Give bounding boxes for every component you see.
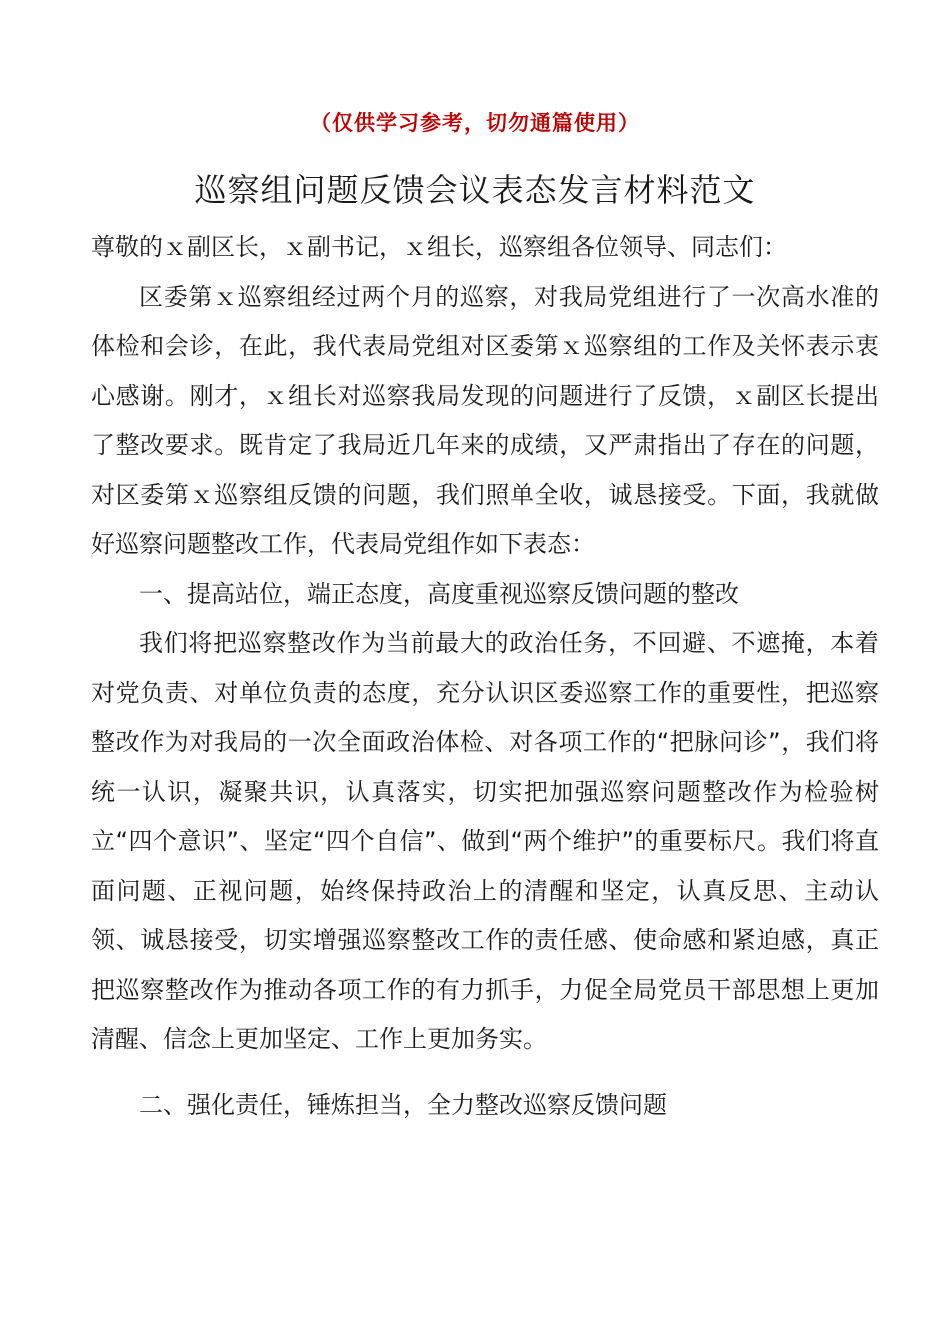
usage-notice: （仅供学习参考，切勿通篇使用）	[310, 111, 640, 135]
document-title: 巡察组问题反馈会议表态发言材料范文	[194, 171, 756, 209]
paragraph-2: 我们将把巡察整改作为当前最大的政治任务，不回避、不遮掩，本着对党负责、对单位负责的态度，充分认识区委巡察工作的重要性，把巡察整改作为对我局的一次全面政治体检、对各项工作的“把脉问诊”，我们将统一认识，凝聚共识，认真落实，切实把加强巡察问题整改作为检验树立“四个意识”、坚定“四个自信”、做到“两个维护”的重要标尺。我们将直面问题、正视问题，始终保持政治上的清醒和坚定，认真反思、主动认领、诚恳接受，切实增强巡察整改工作的责任感、使命感和紧迫感，真正把巡察整改作为推动各项工作的有力抓手，力促全局党员干部思想上更加清醒、信念上更加坚定、工作上更加务实。	[91, 629, 879, 1053]
salutation: 尊敬的ｘ副区长，ｘ副书记，ｘ组长，巡察组各位领导、同志们：	[91, 233, 787, 261]
document-body	[91, 223, 879, 1130]
section-heading-2: 二、强化责任，锤炼担当，全力整改巡察反馈问题	[139, 1090, 667, 1119]
paragraph-1: 区委第ｘ巡察组经过两个月的巡察，对我局党组进行了一次高水准的体检和会诊，在此，我代表局党组对区委第ｘ巡察组的工作及关怀表示衷心感谢。刚才，ｘ组长对巡察我局发现的问题进行了反馈，ｘ副区长提出了整改要求。既肯定了我局近几年来的成绩，又严肃指出了存在的问题，对区委第ｘ巡察组反馈的问题，我们照单全收，诚恳接受。下面，我就做好巡察问题整改工作，代表局党组作如下表态：	[91, 282, 879, 558]
section-heading-1: 一、提高站位，端正态度，高度重视巡察反馈问题的整改	[139, 579, 739, 608]
